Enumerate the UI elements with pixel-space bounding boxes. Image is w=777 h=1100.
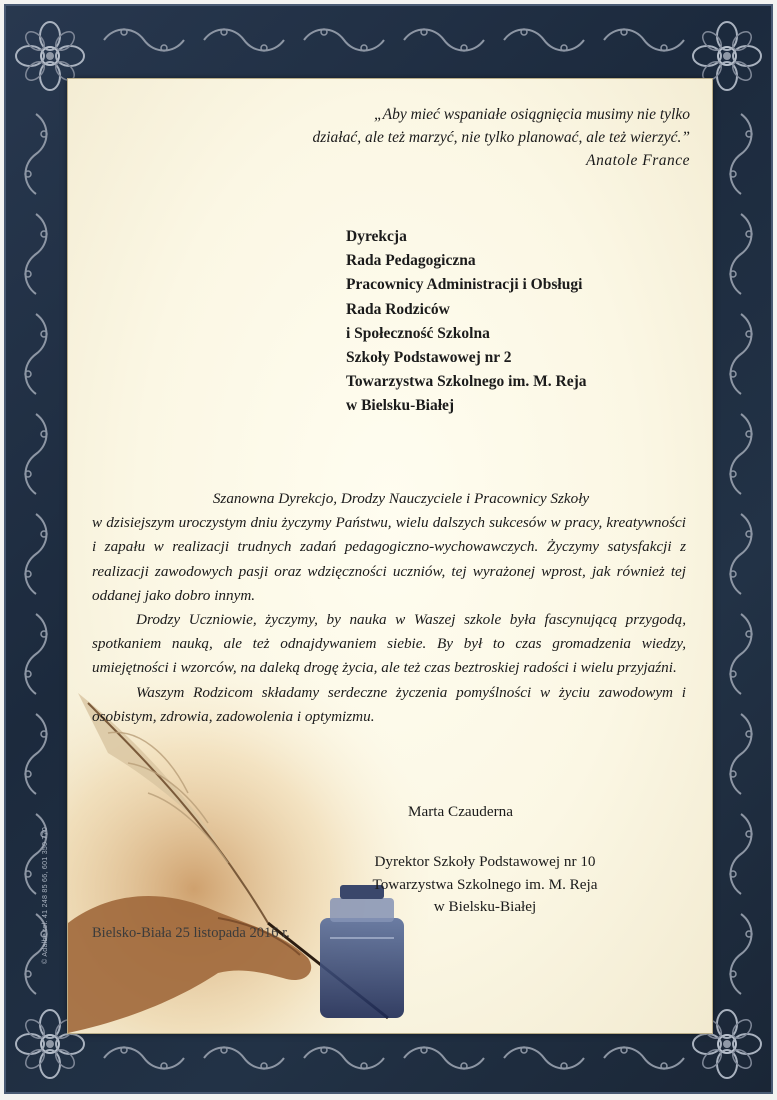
printer-credit: © Adalbe tel. 41 248 85 66, 601 350 770: [42, 826, 49, 964]
signature-name: Marta Czauderna: [408, 803, 513, 820]
recipient-line: Rada Pedagogiczna: [346, 252, 476, 270]
role-line-2: Towarzystwa Szkolnego im. M. Reja: [372, 875, 598, 893]
letter-paragraph-3: Waszym Rodzicom składamy serdeczne życzenia pomyślności w życiu zawodowym i osobistym, zdrowia, zadowolenia i optymizmu.: [92, 683, 686, 725]
epigraph-quote: [90, 103, 690, 172]
recipient-line: Dyrekcja: [346, 228, 407, 245]
recipient-line: Szkoły Podstawowej nr 2: [346, 349, 512, 367]
recipient-line: i Społeczność Szkolna: [346, 324, 490, 342]
signature-role: [344, 851, 626, 919]
letter-paper: [68, 79, 712, 1033]
letter-greeting: Szanowna Dyrekcjo, Drodzy Nauczyciele i Pracownicy Szkoły: [212, 490, 590, 507]
quote-line-1: „Aby mieć wspaniałe osiągnięcia musimy nie tylko: [374, 106, 690, 123]
letter-body: [92, 487, 686, 729]
role-line-3: w Bielsku-Białej: [433, 898, 537, 915]
recipient-line: Rada Rodziców: [346, 300, 450, 318]
letter-paragraph-1: w dzisiejszym uroczystym dniu życzymy Państwu, wielu dalszych sukcesów w pracy, kreatywności i zapału w realizacji trudnych zadań pedagogiczno-wychowawczych. Życzymy satysfakcji z realizacji zawodowych pasji oraz wdzięczności uczniów, tej wyrażonej wprost, jak również tej oddanej jako dobro innym.: [92, 514, 686, 604]
letter-paragraph-2: Drodzy Uczniowie, życzymy, by nauka w Waszej szkole była fascynującą przygodą, spotkaniem nauką, ale też odnajdywaniem siebie. By był to czas gromadzenia wiedzy, umiejętności i wzorców, na daleką drogę życia, ale też czas beztroskiej radości i wielu przyjaźni.: [92, 611, 686, 677]
recipient-line: Towarzystwa Szkolnego im. M. Reja: [346, 373, 587, 391]
quote-author: Anatole France: [586, 152, 690, 169]
place-and-date: Bielsko-Biała 25 listopada 2016 r.: [92, 925, 290, 941]
recipients-block: [346, 225, 686, 419]
recipient-line: Pracownicy Administracji i Obsługi: [346, 276, 583, 294]
role-line-1: Dyrektor Szkoły Podstawowej nr 10: [374, 853, 596, 870]
quote-line-2: działać, ale też marzyć, nie tylko planować, ale też wierzyć.”: [312, 129, 690, 146]
decorative-frame: [4, 4, 773, 1094]
recipient-line: w Bielsku-Białej: [346, 397, 455, 415]
